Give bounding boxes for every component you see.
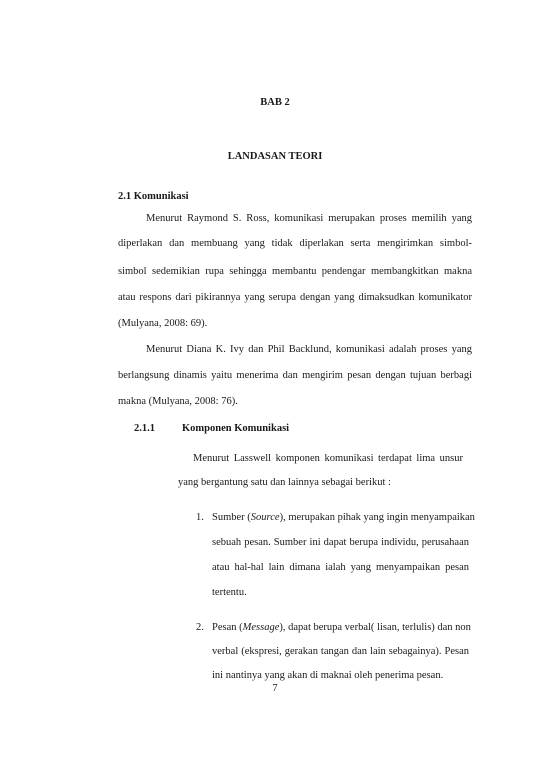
section-heading (118, 191, 189, 202)
paragraph-line: berlangsung dinamis yaitu menerima dan mengirim pesan dengan tujuan berbagi (118, 370, 472, 381)
paragraph-line: diperlakan dan membuang yang tidak diperlakan serta mengirimkan simbol- (118, 238, 472, 249)
subsection-number: 2.1.1 (134, 423, 155, 434)
paragraph-line: (Mulyana, 2008: 69). (118, 318, 208, 329)
paragraph-line: Menurut Lasswell komponen komunikasi terdapat lima unsur (193, 453, 463, 464)
page-number: 7 (272, 683, 278, 694)
list-item-line: verbal (ekspresi, gerakan tangan dan lain sebagainya). Pesan (212, 646, 469, 657)
chapter-title: LANDASAN TEORI (227, 151, 323, 162)
chapter-label: BAB 2 (260, 97, 290, 108)
list-item-line: atau hal-hal lain dimana ialah yang menyampaikan pesan (212, 562, 469, 573)
paragraph-line: makna (Mulyana, 2008: 76). (118, 396, 238, 407)
list-marker: 2. (196, 622, 204, 633)
section-title: Komunikasi (133, 191, 189, 202)
paragraph-line: Menurut Diana K. Ivy dan Phil Backlund, komunikasi adalah proses yang (146, 344, 472, 355)
list-item-line: tertentu. (212, 587, 247, 598)
section-number: 2.1 (118, 191, 132, 202)
list-item-line: Pesan (Message), dapat berupa verbal( lisan, terlulis) dan non (212, 622, 471, 633)
subsection-title: Komponen Komunikasi (182, 423, 290, 434)
list-item-line: ini nantinya yang akan di maknai oleh penerima pesan. (212, 670, 444, 681)
list-item-line: Sumber (Source), merupakan pihak yang ingin menyampaikan (212, 512, 475, 523)
paragraph-line: yang bergantung satu dan lainnya sebagai berikut : (178, 477, 391, 488)
list-marker: 1. (196, 512, 204, 523)
list-item-line: sebuah pesan. Sumber ini dapat berupa individu, perusahaan (212, 537, 469, 548)
paragraph-line: Menurut Raymond S. Ross, komunikasi merupakan proses memilih yang (146, 213, 472, 224)
paragraph-line: atau respons dari pikirannya yang serupa dengan yang dimaksudkan komunikator (118, 292, 472, 303)
paragraph-line: simbol sedemikian rupa sehingga membantu pendengar membangkitkan makna (118, 266, 472, 277)
